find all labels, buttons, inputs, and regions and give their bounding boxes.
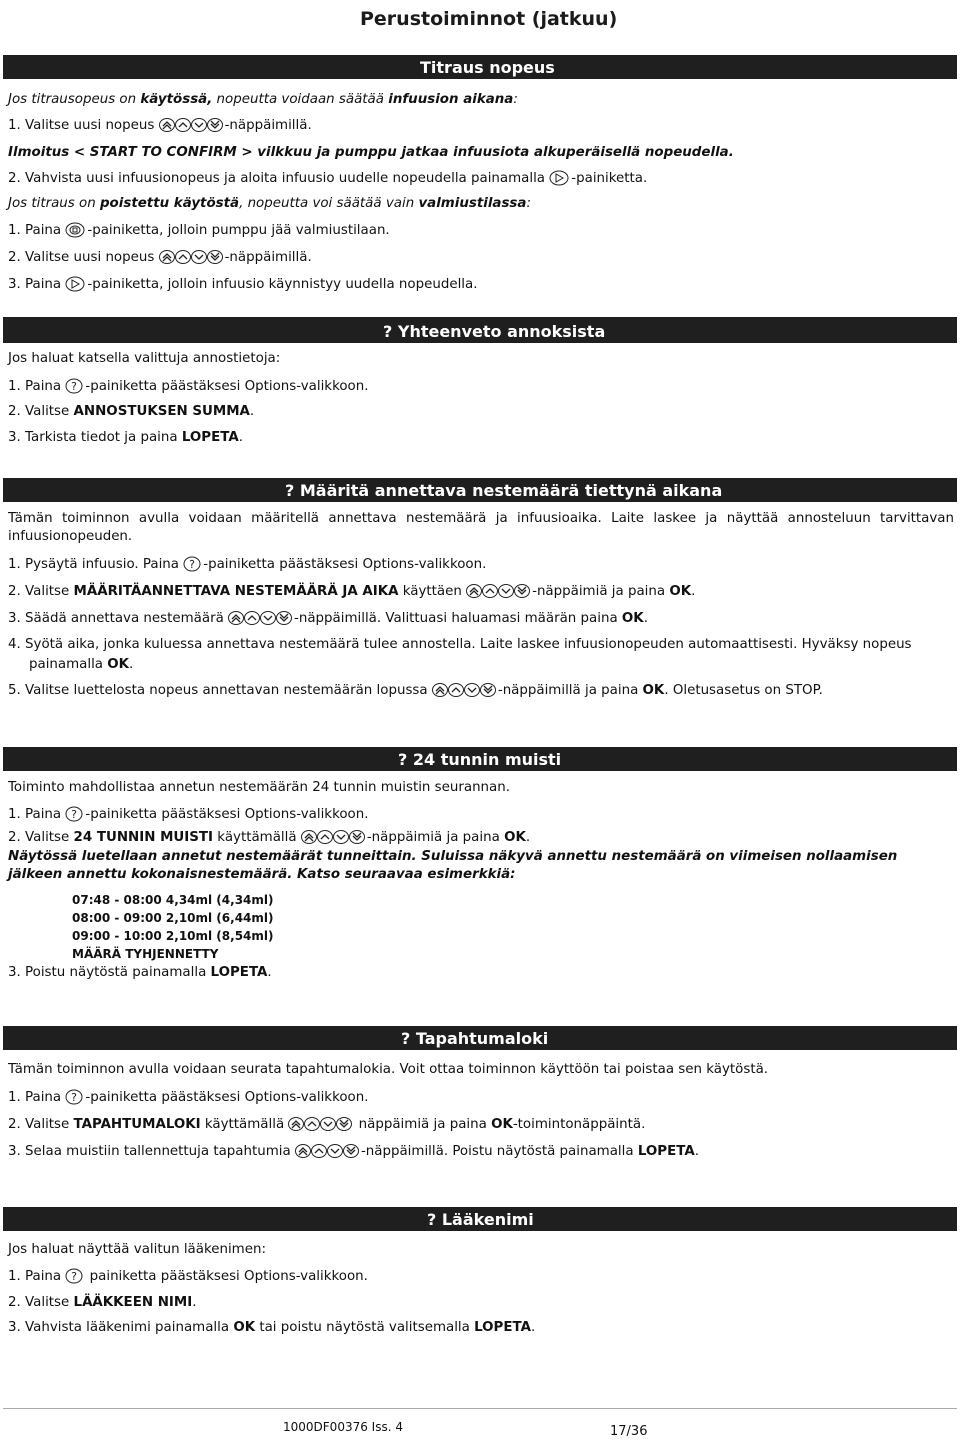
event-log-step-3: 3. Selaa muistiin tallennettuja tapahtumia -näppäimillä. Poistu näytöstä painamalla LOPETA.: [8, 1144, 699, 1159]
memory-step-3: 3. Poistu näytöstä painamalla LOPETA.: [8, 965, 272, 980]
memory-step-2: 2. Valitse 24 TUNNIN MUISTI käyttämällä -näppäimiä ja paina OK.: [8, 830, 531, 845]
drug-name-step-2: 2. Valitse LÄÄKKEEN NIMI.: [8, 1295, 197, 1310]
titration-off-step-3: 3. Paina -painiketta, jolloin infuusio käynnistyy uudella nopeudella.: [8, 277, 478, 292]
section-title: ? Lääkenimi: [427, 1210, 534, 1229]
options-button-icon: [65, 378, 85, 394]
titration-off-step-2: 2. Valitse uusi nopeus -näppäimillä.: [8, 250, 312, 265]
event-log-step-2: 2. Valitse TAPAHTUMALOKI käyttämällä näppäimiä ja paina OK-toimintonäppäintä.: [8, 1117, 646, 1132]
section-header-drug-name: [3, 1207, 957, 1231]
arrow-keys-icon: [159, 117, 225, 133]
footer-divider: [3, 1408, 957, 1409]
titration-intro: Jos titrausopeus on käytössä, nopeutta voidaan säätää infuusion aikana:: [8, 92, 518, 107]
section-title: ? Tapahtumaloki: [401, 1029, 549, 1048]
volume-time-step-5: 5. Valitse luettelosta nopeus annettavan nestemäärän lopussa -näppäimillä ja paina OK. Oletusasetus on STOP.: [8, 683, 823, 698]
memory-intro: Toiminto mahdollistaa annetun nestemäärän 24 tunnin muistin seurannan.: [8, 780, 510, 795]
page-title-text: Perustoiminnot (jatkuu): [360, 8, 618, 30]
titration-disabled-intro: Jos titraus on poistettu käytöstä, nopeutta voi säätää vain valmiustilassa:: [8, 196, 531, 211]
arrow-keys-icon: [228, 610, 294, 626]
drug-name-step-1: 1. Paina painiketta päästäksesi Options-valikkoon.: [8, 1269, 368, 1284]
memory-note: Näytössä luetellaan annetut nestemäärät tunneittain. Suluissa näkyvä annettu nestemäärä on viimeisen nollaamisen jälkeen annettu kokonaisnestemäärä. Katso seuraavaa esimerkkiä:: [8, 849, 898, 882]
memory-example-1: 07:48 - 08:00 4,34ml (4,34ml): [72, 893, 274, 907]
volume-time-step-4-cont: painamalla OK.: [29, 657, 134, 672]
footer-page-number: 17/36: [610, 1424, 648, 1439]
start-button-icon: [65, 276, 87, 292]
start-button-icon: [549, 170, 571, 186]
titration-off-step-1: 1. Paina -painiketta, jolloin pumppu jää valmiustilaan.: [8, 223, 390, 238]
volume-time-step-2: 2. Valitse MÄÄRITÄANNETTAVA NESTEMÄÄRÄ JA AIKA käyttäen -näppäimiä ja paina OK.: [8, 584, 696, 599]
arrow-keys-icon: [432, 682, 498, 698]
memory-example-4: MÄÄRÄ TYHJENNETTY: [72, 947, 219, 961]
section-title: Titraus nopeus: [420, 58, 555, 77]
dose-summary-step-1: 1. Paina -painiketta päästäksesi Options-valikkoon.: [8, 379, 369, 394]
drug-name-intro: Jos haluat näyttää valitun lääkenimen:: [8, 1242, 266, 1257]
dose-summary-step-3: 3. Tarkista tiedot ja paina LOPETA.: [8, 430, 243, 445]
section-header-event-log: [3, 1026, 957, 1050]
arrow-keys-icon: [288, 1116, 354, 1132]
section-header-24h-memory: [3, 747, 957, 771]
section-header-titration: [3, 55, 957, 79]
options-button-icon: [65, 1268, 85, 1284]
options-button-icon: [183, 556, 203, 572]
page-title: [3, 0, 957, 38]
memory-example-2: 08:00 - 09:00 2,10ml (6,44ml): [72, 911, 274, 925]
section-title: ? 24 tunnin muisti: [398, 750, 562, 769]
dose-summary-step-2: 2. Valitse ANNOSTUKSEN SUMMA.: [8, 404, 255, 419]
section-header-volume-time: [3, 478, 957, 502]
section-header-dose-summary: [3, 317, 957, 343]
section-title: ? Määritä annettava nestemäärä tiettynä aikana: [285, 481, 723, 500]
options-button-icon: [65, 806, 85, 822]
memory-example-3: 09:00 - 10:00 2,10ml (8,54ml): [72, 929, 274, 943]
stop-button-icon: [65, 222, 87, 238]
arrow-keys-icon: [301, 829, 367, 845]
drug-name-step-3: 3. Vahvista lääkenimi painamalla OK tai poistu näytöstä valitsemalla LOPETA.: [8, 1320, 536, 1335]
arrow-keys-icon: [466, 583, 532, 599]
volume-time-step-3: 3. Säädä annettava nestemäärä -näppäimillä. Valittuasi haluamasi määrän paina OK.: [8, 611, 648, 626]
event-log-intro: Tämän toiminnon avulla voidaan seurata tapahtumalokia. Voit ottaa toiminnon käyttöön tai poistaa sen käytöstä.: [8, 1062, 769, 1077]
memory-step-1: 1. Paina -painiketta päästäksesi Options-valikkoon.: [8, 807, 369, 822]
titration-step-1: 1. Valitse uusi nopeus -näppäimillä.: [8, 118, 312, 133]
volume-time-step-4: 4. Syötä aika, jonka kuluessa annettava nestemäärä tulee annostella. Laite laskee infuusionopeuden automaattisesti. Hyväksy nopeus: [8, 637, 912, 652]
titration-notice: Ilmoitus < START TO CONFIRM > vilkkuu ja pumppu jatkaa infuusiota alkuperäisellä nopeudella.: [8, 145, 734, 160]
options-button-icon: [65, 1089, 85, 1105]
section-title: ? Yhteenveto annoksista: [383, 322, 606, 341]
volume-time-step-1: 1. Pysäytä infuusio. Paina -painiketta päästäksesi Options-valikkoon.: [8, 557, 487, 572]
event-log-step-1: 1. Paina -painiketta päästäksesi Options-valikkoon.: [8, 1090, 369, 1105]
volume-time-intro: Tämän toiminnon avulla voidaan määritellä annettava nestemäärä ja infuusioaika. Laite laskee ja näyttää annosteluun tarvittavan infuusionopeuden.: [8, 511, 954, 544]
arrow-keys-icon: [159, 249, 225, 265]
dose-summary-intro: Jos haluat katsella valittuja annostietoja:: [8, 351, 281, 366]
arrow-keys-icon: [295, 1143, 361, 1159]
footer-doc-id: 1000DF00376 Iss. 4: [283, 1420, 403, 1434]
titration-step-2: 2. Vahvista uusi infuusionopeus ja aloita infuusio uudelle nopeudella painamalla -painiketta.: [8, 171, 648, 186]
